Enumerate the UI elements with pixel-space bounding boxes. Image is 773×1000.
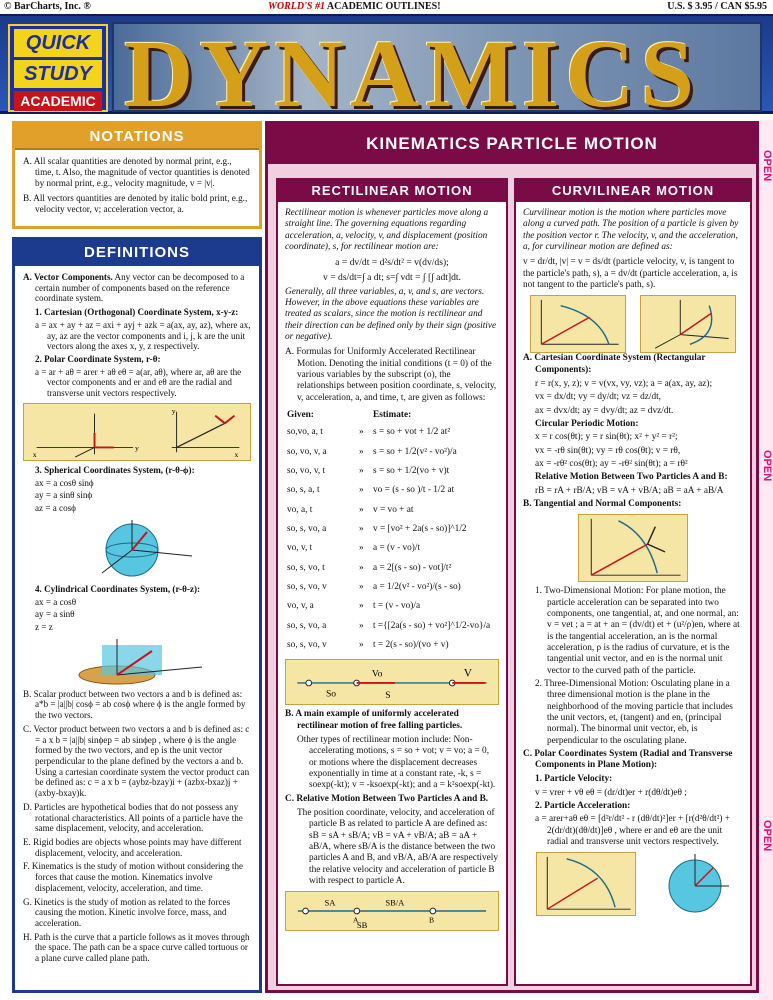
- formula-row: [285, 578, 499, 597]
- polar-circle-diagram: [661, 852, 731, 916]
- formula-sep: »: [359, 446, 364, 457]
- cartesian-polar-diagram: [23, 403, 251, 461]
- formula-estimate: vo = (s - so )/t - 1/2 at: [373, 485, 455, 496]
- logo-quick: QUICK: [14, 29, 102, 57]
- formula-estimate: s = so + 1/2(v² - vo²)/a: [373, 446, 457, 457]
- fig2-label: A: [353, 915, 359, 925]
- svg-text:y: y: [135, 443, 139, 453]
- open-tab[interactable]: OPEN: [761, 820, 773, 852]
- open-tab[interactable]: OPEN: [761, 450, 773, 482]
- rectilinear-a: A. Formulas for Uniformly Accelerated Rectilinear Motion. Denoting the initial conditions (t = 0) of the various variables by the subscript (o), the relationships between position coordinate, s, velocity, v, acceleration, a, and time, t, are given as follows:: [285, 347, 497, 403]
- curvilinear-heading: CURVILINEAR MOTION: [516, 180, 750, 202]
- relative-motion-diagram: [285, 891, 499, 931]
- fig1-label: So: [326, 688, 337, 700]
- open-tab-strip: [759, 120, 773, 1000]
- definition-a4-title: 4. Cylindrical Coordinates System, (r-θ-z):: [35, 583, 201, 594]
- rectilinear-generally: Generally, all three variables, a, v, and s, are vectors. However, in the above equations these variables are treated as scalars, since the motion is rectilinear and their direction can be defined only by their sign (positive or negative).: [285, 286, 497, 343]
- definition-g: G. Kinetics is the study of motion as related to the forces causing the motion. Kinetic involve force, mass, and acceleration.: [23, 896, 231, 929]
- three-d-path-diagram: [640, 295, 736, 353]
- formula-row: [285, 423, 499, 442]
- slogan-rest: ACADEMIC OUTLINES!: [324, 1, 441, 12]
- rectilinear-b: [285, 709, 499, 732]
- fig1-label: S: [385, 690, 391, 702]
- definition-f: F. Kinematics is the study of motion without considering the forces that cause the motion. Kinematics involve displacement, velocity, acceleration, and time.: [23, 861, 244, 893]
- table-header-given: Given:: [287, 410, 314, 420]
- quickstudy-logo: [8, 24, 108, 112]
- relative-eq: rB = rA + rB/A; vB = vA + vB/A; aB = aA + aB/A: [535, 485, 724, 496]
- formula-estimate: v = vo + at: [373, 504, 414, 515]
- title-plate: [112, 22, 762, 112]
- cartesian-eq: ax = dvx/dt; ay = dvy/dt; az = dvz/dt.: [535, 405, 674, 416]
- formula-estimate: v = [vo² + 2a(s - so)]^1/2: [373, 523, 467, 534]
- curvilinear-intro: Curvilinear motion is the motion where particles move along a curved path. The position of a particle is given by the position vector r. The velocity, v, and the acceleration, a, for curvilinear motion are defined as:: [523, 208, 739, 252]
- circular-eq: x = r cos(θt); y = r sin(θt); x² + y² = r²;: [535, 432, 678, 443]
- formula-row: [285, 443, 499, 462]
- kinematics-heading: KINEMATICS PARTICLE MOTION: [268, 124, 756, 164]
- fig2-label: B: [429, 915, 435, 925]
- formula-given: so,vo, a, t: [287, 427, 323, 438]
- fig1-label: V: [463, 667, 473, 680]
- rectilinear-heading: RECTILINEAR MOTION: [278, 180, 506, 202]
- top-bar: [0, 0, 773, 14]
- kinematics-panel: [265, 121, 759, 993]
- polar-diagram: [536, 852, 636, 916]
- definition-a2-title: 2. Polar Coordinate System, r-θ:: [35, 354, 161, 365]
- formula-row: [285, 520, 499, 539]
- fig2-label: SB: [356, 920, 368, 931]
- cylindrical-diagram: [62, 637, 212, 685]
- page-title: DYNAMICS: [124, 22, 700, 112]
- particle-acceleration-title: 2. Particle Acceleration:: [535, 801, 631, 812]
- circular-title: Circular Periodic Motion:: [535, 418, 639, 429]
- formula-estimate: t = (v - vo)/a: [373, 601, 421, 612]
- rectilinear-panel: [276, 178, 508, 986]
- formula-estimate: s = so + vot + 1/2 at²: [373, 427, 451, 438]
- definition-e: E. Rigid bodies are objects whose points may have different displacement, velocity, and acceleration.: [23, 837, 242, 858]
- cylindrical-eq: ay = a sinθ: [35, 609, 75, 620]
- rectilinear-c-title: C. Relative Motion Between Two Particles A and B.: [285, 793, 489, 804]
- formula-sep: »: [359, 562, 364, 573]
- formula-estimate: t ={[2a(s - so) + vo²]^1/2-vo}/a: [373, 620, 491, 631]
- formula-row: [285, 462, 499, 481]
- rectilinear-c-text: The position coordinate, velocity, and acceleration of particle B as related to particle A are defined as: sB = sA + sB/A; vB = vA + vB/A; aB = aA + aB/A, where sB/A is the distance between the two particles A and B, and vB/A, aB/A are respectively the relative velocity and acceleration of particle B with respect to particle A.: [297, 807, 498, 886]
- definition-c: C. Vector product between two vectors a and b is defined as: c = a x b = |a||b| sinϕep = ab sinϕep , where ϕ is the angle formed by the two vectors, and ep is the unit vector perpendicular to the plane defined by the vectors a and b. Using a cartesian coordinate system the vector product can be defined as: c = a x b = (aybz-bzay)i + (azbx-bxaz)j + (axby-bxay)k.: [23, 723, 250, 799]
- definition-d: D. Particles are hypothetical bodies that do not possess any rotational characteristics. All points of a particle have the same displacement, velocity, and acceleration.: [23, 801, 243, 834]
- svg-text:y: y: [171, 406, 176, 416]
- formula-estimate: a = 2[(s - so) - vot]/t²: [373, 562, 452, 573]
- formula-row: [285, 501, 499, 520]
- formula-given: so, vo, v, t: [287, 465, 326, 476]
- definitions-heading: DEFINITIONS: [15, 240, 259, 266]
- particle-velocity-title: 1. Particle Velocity:: [535, 774, 613, 785]
- notation-item: B. All vectors quantities are denoted by italic bold print, e.g., velocity vector, v; acceleration vector, a.: [23, 192, 248, 214]
- tangential-normal-diagram: [578, 514, 688, 582]
- rectilinear-diagram: [285, 659, 499, 705]
- spherical-eq: az = a cosϕ: [35, 503, 76, 514]
- formula-given: so, s, vo, v: [287, 581, 327, 592]
- definition-a-title: A. Vector Components.: [23, 272, 113, 282]
- three-d-motion: 2. Three-Dimensional Motion: Osculating plane in a three dimensional motion is the plane in the neighborhood of the moving particle that includes the unit vectors, et, (tangent) and en, (principal normal). The binormal unit vector, eb, is perpendicular to the osculating plane.: [535, 678, 733, 746]
- formula-table: [285, 408, 499, 655]
- formula-given: vo, v, t: [287, 543, 313, 554]
- curvilinear-def: v = dr/dt, |v| = v = ds/dt (particle velocity, v, is tangent to the particle's path, s), a = dv/dt (particle acceleration, a, is not tangent to the particle's path, s).: [523, 257, 738, 290]
- formula-estimate: a = 1/2(v² - vo²)/(s - so): [373, 581, 461, 592]
- formula-given: so, s, a, t: [287, 485, 320, 496]
- particle-acceleration-eq: a = arer+aθ eθ = [d²r/dt² - r (dθ/dt)²]er + [r(d²θ/dt²) + 2(dr/dt)(dθ/dt)]eθ , where er and eθ are the unit radial and transverse unit vectors respectively.: [535, 814, 731, 848]
- open-tab[interactable]: OPEN: [761, 150, 773, 182]
- definitions-panel: [12, 237, 262, 993]
- formula-estimate: s = so + 1/2(vo + v)t: [373, 465, 450, 476]
- formula-sep: »: [359, 465, 364, 476]
- spherical-eq: ay = a sinθ sinϕ: [35, 490, 93, 501]
- slogan-highlight: WORLD'S #1: [268, 1, 325, 12]
- definition-h: H. Path is the curve that a particle follows as it moves through the space. The path can be a space curve called tortuous or a plane curve called plane path.: [23, 931, 250, 964]
- formula-sep: »: [359, 427, 364, 438]
- formula-row: [285, 559, 499, 578]
- formula-sep: »: [359, 620, 364, 631]
- price-text: U.S. $ 3.95 / CAN $5.95: [667, 1, 767, 12]
- cartesian-eq: r = r(x, y, z); v = v(vx, vy, vz); a = a(ax, ay, az);: [535, 378, 713, 389]
- table-header-estimate: Estimate:: [373, 410, 412, 420]
- copyright-text: © BarCharts, Inc. ®: [4, 1, 91, 12]
- circular-eq: ax = -rθ² cos(θt); ay = -rθ² sin(θt); a = rθ²: [535, 458, 688, 469]
- formula-sep: »: [359, 504, 364, 515]
- notations-heading: NOTATIONS: [15, 124, 259, 150]
- curvilinear-panel: [514, 178, 752, 986]
- definition-a3-title: 3. Spherical Coordinates System, (r-θ-ϕ):: [35, 464, 195, 475]
- definition-a-text: Any vector can be decomposed to a certain number of components based on the reference coordinate system.: [35, 272, 245, 304]
- rectilinear-b-text: Other types of rectilinear motion include: Non-accelerating motions, s = so + vot; v = vo; a = 0, or motions where the displacement decreases exponentially in time at a constant rate, -k, s = soexp(-kt); v = -ksoexp(-kt); and a = k²soexp(-kt).: [297, 734, 496, 791]
- spherical-diagram: [72, 518, 202, 580]
- formula-given: so, s, vo, a: [287, 523, 327, 534]
- header-banner: [0, 14, 773, 114]
- curvilinear-b-title: B. Tangential and Normal Components:: [523, 498, 682, 509]
- curvilinear-a-title: A. Cartesian Coordinate System (Rectangular Components):: [523, 353, 706, 375]
- definition-a1-title: 1. Cartesian (Orthogonal) Coordinate System, x-y-z:: [35, 307, 239, 318]
- formula-given: so, s, vo, a: [287, 620, 327, 631]
- definition-a: [23, 272, 251, 304]
- two-d-motion: 1. Two-Dimensional Motion: For plane motion, the particle acceleration can be separated into two components, one tangential, at, and one normal, an: v = vet ; a = at + an = (dv/dt) et + (u²/ρ)en, where at is the tangential acceleration, an is the normal acceleration, ρ is the radius of curvature, et is the tangential unit vector, and en is the normal unit vector to the curved path of the particle.: [535, 586, 740, 676]
- formula-row: [285, 617, 499, 636]
- curvilinear-path-diagram: [530, 295, 626, 353]
- formula-sep: »: [359, 581, 364, 592]
- formula-row: [285, 597, 499, 616]
- cylindrical-eq: ax = a cosθ: [35, 596, 77, 607]
- cylindrical-eq: z = z: [35, 621, 53, 632]
- definition-b: B. Scalar product between two vectors a and b is defined as: a*b = |a||b| cosϕ = ab cosϕ where ϕ is the angle formed by the two vectors.: [23, 688, 246, 721]
- definition-a2-text: a = ar + aθ = arer + aθ eθ = a(ar, aθ), where ar, aθ are the vector components and er and eθ are the radial and transverse unit vectors respectively.: [35, 366, 242, 399]
- logo-study: STUDY: [14, 60, 102, 88]
- formula-sep: »: [359, 523, 364, 534]
- formula-given: so, s, vo, v: [287, 639, 327, 650]
- svg-text:x: x: [32, 450, 37, 460]
- slogan: [268, 1, 441, 12]
- fig2-label: SA: [324, 897, 336, 908]
- fig2-label: SB/A: [385, 897, 405, 908]
- formula-row: [285, 539, 499, 558]
- formula-given: so, s, vo, t: [287, 562, 325, 573]
- spherical-eq: ax = a cosθ sinϕ: [35, 477, 94, 488]
- fig1-label: Vo: [371, 668, 383, 680]
- definition-a1-text: a = ax + ay + az = axi + ayj + azk = a(ax, ay, az), where ax, ay, az are the vector components and i, j, k are the unit vectors along the axes x, y, z respectively.: [35, 319, 251, 352]
- notation-item: A. All scalar quantities are denoted by normal print, e.g., time, t. Also, the magnitude of vector quantities is denoted by normal print, e.g., velocity magnitude, v = |v|.: [23, 156, 250, 189]
- formula-estimate: a = (v - vo)/t: [373, 543, 421, 554]
- rectilinear-intro: Rectilinear motion is whenever particles move along a straight line. The governing equations regarding acceleration, a, velocity, v, and displacement (position coordinate), s, for rectilinear motion are:: [285, 208, 489, 252]
- rectilinear-eq: v = ds/dt=∫ a dt; s=∫ vdt = ∫ [∫ adt]dt.: [323, 272, 461, 284]
- formula-row: [285, 636, 499, 655]
- formula-given: vo, v, a: [287, 601, 314, 612]
- formula-sep: »: [359, 601, 364, 612]
- formula-given: vo, a, t: [287, 504, 313, 515]
- formula-sep: »: [359, 543, 364, 554]
- relative-title: Relative Motion Between Two Particles A and B:: [535, 472, 728, 483]
- cartesian-eq: vx = dx/dt; vy = dy/dt; vz = dz/dt,: [535, 392, 661, 403]
- notations-panel: [12, 121, 262, 229]
- rectilinear-b-title: B. A main example of uniformly accelerated rectilinear motion of free falling particles.: [285, 709, 463, 731]
- formula-estimate: t = 2(s - so)/(vo + v): [373, 639, 449, 650]
- curvilinear-c-title: C. Polar Coordinates System (Radial and Transverse Components in Plane Motion):: [523, 748, 733, 771]
- logo-academic: ACADEMIC: [14, 91, 102, 111]
- svg-text:x: x: [234, 450, 239, 460]
- particle-velocity-eq: v = vrer + vθ eθ = (dr/dt)er + r(dθ/dt)eθ ;: [535, 787, 687, 798]
- rectilinear-eq: a = dv/dt = d²s/dt² = v(dv/ds);: [335, 257, 449, 269]
- formula-given: so, vo, v, a: [287, 446, 327, 457]
- formula-sep: »: [359, 485, 364, 496]
- circular-eq: vx = -rθ sin(θt); vy = rθ cos(θt); v = rθ,: [535, 445, 681, 456]
- formula-row: [285, 481, 499, 500]
- formula-sep: »: [359, 639, 364, 650]
